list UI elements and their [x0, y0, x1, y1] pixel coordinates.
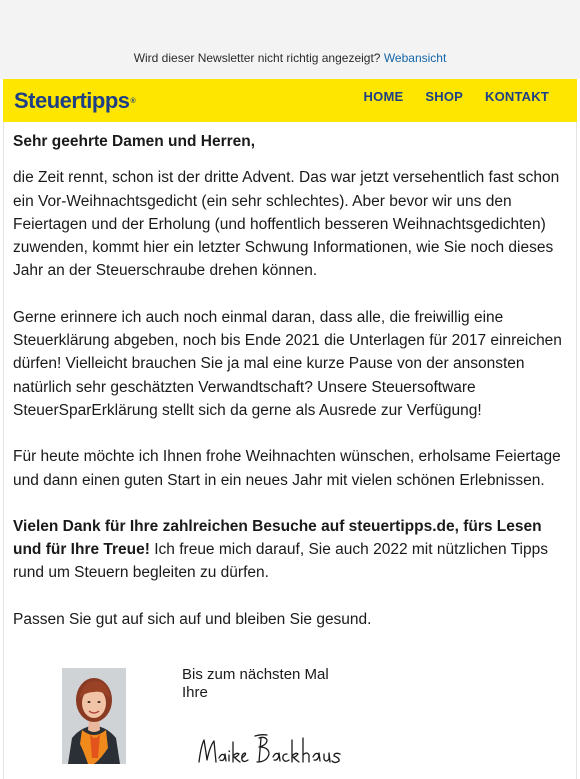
header-nav — [364, 89, 549, 104]
signature-image — [195, 732, 355, 772]
handwritten-signature — [195, 732, 355, 777]
steuertipps-logo[interactable] — [14, 89, 135, 113]
nav-kontakt[interactable]: KONTAKT — [485, 89, 549, 104]
author-photo — [62, 668, 126, 764]
paragraph-advent: die Zeit rennt, schon ist der dritte Advent. Das war jetzt versehentlich fast schon ein Vor-Weihnachtsgedicht (ein sehr schlechtes). Aber bevor wir uns den Feiertagen und der Erholung (und hoffentlich besseren Weihnachtsgedichten) zuwenden, kommt hier ein letzter Schwung Informationen, wie Sie noch dieses Jahr an der Steuerschraube drehen können. — [13, 169, 560, 280]
registered-mark: ® — [130, 98, 136, 105]
paragraph-thanks — [13, 515, 569, 585]
thanks-bold: Vielen Dank für Ihre zahlreichen Besuche auf steuertipps.de, fürs Lesen und für Ihre Treue! — [13, 517, 542, 559]
paragraph-tax-return: Gerne erinnere ich auch noch einmal daran, dass alle, die freiwillig eine Steuerklärung abgeben, noch bis Ende 2021 die Unterlagen für 2017 einreichen dürfen! Vielleicht brauchen Sie ja mal eine kurze Pause von der ansonsten natürlich sehr geschätzten Verwandtschaft? Unsere Steuersoftware SteuerSparErklärung stellt sich da gerne als Ausrede zur Verfügung! — [13, 308, 562, 419]
nav-shop[interactable]: SHOP — [425, 89, 464, 104]
greeting: Sehr geehrte Damen und Herren, — [13, 133, 256, 150]
preheader-text: Wird dieser Newsletter nicht richtig angezeigt? — [133, 51, 381, 65]
newsletter-header — [3, 79, 577, 122]
logo-text: Steuertipps — [14, 88, 130, 113]
paragraph-farewell: Passen Sie gut auf sich auf und bleiben Sie gesund. — [13, 610, 372, 628]
newsletter-body — [13, 130, 569, 631]
thanks-rest: Ich freue mich darauf, Sie auch 2022 mit nützlichen Tipps rund um Steuern begleiten zu dürfen. — [13, 541, 548, 582]
closing-line-1: Bis zum nächsten Mal — [182, 666, 329, 683]
web-view-link[interactable]: Webansicht — [383, 51, 447, 65]
preheader-notice — [0, 51, 580, 65]
closing-lines — [182, 666, 329, 702]
nav-home[interactable]: HOME — [363, 89, 404, 104]
closing-line-2: Ihre — [182, 684, 208, 701]
signature-area — [0, 660, 580, 774]
preheader-bar — [0, 0, 580, 79]
author-portrait-image — [62, 668, 126, 764]
paragraph-wishes: Für heute möchte ich Ihnen frohe Weihnachten wünschen, erholsame Feiertage und dann einen guten Start in ein neues Jahr mit vielen schönen Erlebnissen. — [13, 448, 561, 489]
